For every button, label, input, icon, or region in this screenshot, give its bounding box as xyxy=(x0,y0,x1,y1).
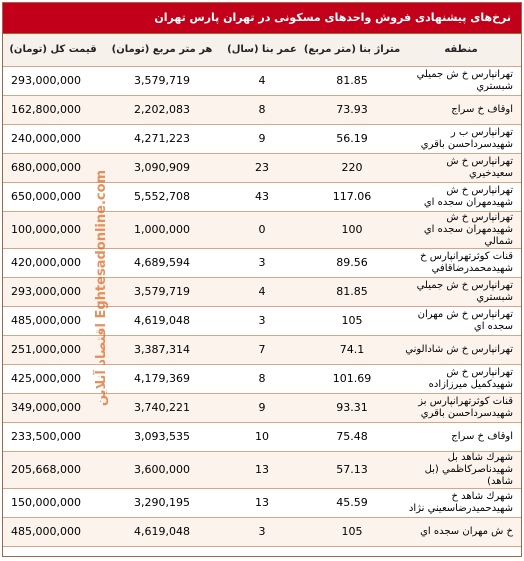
cell-age: 4 xyxy=(221,66,303,95)
cell-area: 105 xyxy=(303,306,401,335)
cell-total: 162,800,000 xyxy=(3,95,103,124)
cell-area: 56.19 xyxy=(303,124,401,153)
cell-region: اوقاف خ سراج xyxy=(401,422,521,451)
cell-per-meter: 4,689,594 xyxy=(103,248,221,277)
cell-total: 349,000,000 xyxy=(3,393,103,422)
cell-total: 680,000,000 xyxy=(3,153,103,182)
cell-area: 93.31 xyxy=(303,393,401,422)
cell-age: 43 xyxy=(221,182,303,211)
cell-region: تهرانپارس خ ش جميلي شبستري xyxy=(401,277,521,306)
cell-per-meter: 2,202,083 xyxy=(103,95,221,124)
cell-region: شهرك شاهد خ شهيدحميدرضاسعيني نژاد xyxy=(401,488,521,517)
cell-area: 45.59 xyxy=(303,488,401,517)
cell-per-meter: 3,740,221 xyxy=(103,393,221,422)
cell-region: قنات كوثرتهرانپارس خ شهيدمحمدرضاقافي xyxy=(401,248,521,277)
table-row xyxy=(3,517,521,546)
cell-total: 205,668,000 xyxy=(3,451,103,488)
cell-area: 220 xyxy=(303,153,401,182)
cell-age: 8 xyxy=(221,364,303,393)
cell-region: تهرانپارس خ ش مهران سجده اي xyxy=(401,306,521,335)
cell-region: تهرانپارس ب ر شهيدسرداحسن باقري xyxy=(401,124,521,153)
watermark-fa: اقتصاد آنلاین xyxy=(94,323,109,407)
cell-age: 10 xyxy=(221,422,303,451)
watermark xyxy=(93,153,133,423)
table-row xyxy=(3,488,521,517)
cell-age: 23 xyxy=(221,153,303,182)
table-row xyxy=(3,211,521,248)
cell-age: 3 xyxy=(221,306,303,335)
header-total: قیمت کل (تومان) xyxy=(3,34,103,66)
cell-total: 485,000,000 xyxy=(3,306,103,335)
cell-per-meter: 4,271,223 xyxy=(103,124,221,153)
cell-area: 57.13 xyxy=(303,451,401,488)
table-row xyxy=(3,182,521,211)
cell-region: قنات كوثرتهرانپارس بز شهيدسرداحسن باقري xyxy=(401,393,521,422)
cell-age: 9 xyxy=(221,124,303,153)
cell-per-meter: 4,179,369 xyxy=(103,364,221,393)
cell-region: شهرك شاهد بل شهيدناصركاظمي (بل شاهد) xyxy=(401,451,521,488)
cell-per-meter: 3,093,535 xyxy=(103,422,221,451)
cell-region: تهرانپارس خ ش جميلي شبستري xyxy=(401,66,521,95)
cell-area: 74.1 xyxy=(303,335,401,364)
table-header-row xyxy=(3,34,521,66)
cell-age: 3 xyxy=(221,517,303,546)
table-row xyxy=(3,95,521,124)
table-body xyxy=(3,66,521,546)
cell-area: 117.06 xyxy=(303,182,401,211)
cell-region: تهرانپارس خ ش شهيدمهران سجده اي xyxy=(401,182,521,211)
cell-region: اوقاف خ سراج xyxy=(401,95,521,124)
cell-per-meter: 4,619,048 xyxy=(103,306,221,335)
cell-total: 100,000,000 xyxy=(3,211,103,248)
cell-total: 425,000,000 xyxy=(3,364,103,393)
cell-area: 81.85 xyxy=(303,277,401,306)
price-table xyxy=(3,34,521,547)
cell-age: 3 xyxy=(221,248,303,277)
cell-age: 8 xyxy=(221,95,303,124)
cell-region: تهرانپارس خ ش شهيدكميل ميرزازاده xyxy=(401,364,521,393)
cell-area: 105 xyxy=(303,517,401,546)
cell-per-meter: 3,090,909 xyxy=(103,153,221,182)
cell-age: 0 xyxy=(221,211,303,248)
table-row xyxy=(3,335,521,364)
cell-age: 9 xyxy=(221,393,303,422)
table-row xyxy=(3,451,521,488)
cell-age: 13 xyxy=(221,451,303,488)
cell-region: تهرانپارس خ ش شادالوني xyxy=(401,335,521,364)
cell-total: 650,000,000 xyxy=(3,182,103,211)
header-age: عمر بنا (سال) xyxy=(221,34,303,66)
cell-per-meter: 3,290,195 xyxy=(103,488,221,517)
table-row xyxy=(3,364,521,393)
table-row xyxy=(3,248,521,277)
cell-per-meter: 3,600,000 xyxy=(103,451,221,488)
cell-per-meter: 3,579,719 xyxy=(103,66,221,95)
table-row xyxy=(3,153,521,182)
table-row xyxy=(3,124,521,153)
cell-total: 420,000,000 xyxy=(3,248,103,277)
header-per-meter: هر متر مربع (تومان) xyxy=(103,34,221,66)
table-title: نرخ‌های پیشنهادی فروش واحدهای مسکونی در تهران پارس تهران xyxy=(3,3,521,34)
cell-total: 240,000,000 xyxy=(3,124,103,153)
table-row xyxy=(3,393,521,422)
cell-area: 73.93 xyxy=(303,95,401,124)
cell-per-meter: 3,579,719 xyxy=(103,277,221,306)
cell-per-meter: 4,619,048 xyxy=(103,517,221,546)
cell-age: 7 xyxy=(221,335,303,364)
cell-total: 485,000,000 xyxy=(3,517,103,546)
cell-area: 81.85 xyxy=(303,66,401,95)
cell-region: تهرانپارس خ ش سعيدخيري xyxy=(401,153,521,182)
header-area: متراژ بنا (متر مربع) xyxy=(303,34,401,66)
cell-total: 150,000,000 xyxy=(3,488,103,517)
cell-total: 233,500,000 xyxy=(3,422,103,451)
cell-total: 251,000,000 xyxy=(3,335,103,364)
cell-total: 293,000,000 xyxy=(3,66,103,95)
cell-per-meter: 3,387,314 xyxy=(103,335,221,364)
cell-age: 4 xyxy=(221,277,303,306)
cell-region: تهرانپارس خ ش شهيدمهران سجده اي شمالي xyxy=(401,211,521,248)
cell-per-meter: 5,552,708 xyxy=(103,182,221,211)
cell-total: 293,000,000 xyxy=(3,277,103,306)
table-row xyxy=(3,306,521,335)
table-row xyxy=(3,277,521,306)
cell-area: 75.48 xyxy=(303,422,401,451)
table-row xyxy=(3,422,521,451)
cell-per-meter: 1,000,000 xyxy=(103,211,221,248)
watermark-en: Eghtesadonline.com xyxy=(94,169,109,319)
cell-age: 13 xyxy=(221,488,303,517)
cell-area: 89.56 xyxy=(303,248,401,277)
header-region: منطقه xyxy=(401,34,521,66)
table-row xyxy=(3,66,521,95)
cell-area: 101.69 xyxy=(303,364,401,393)
cell-area: 100 xyxy=(303,211,401,248)
price-table-card xyxy=(2,2,522,557)
cell-region: خ ش مهران سجده اي xyxy=(401,517,521,546)
